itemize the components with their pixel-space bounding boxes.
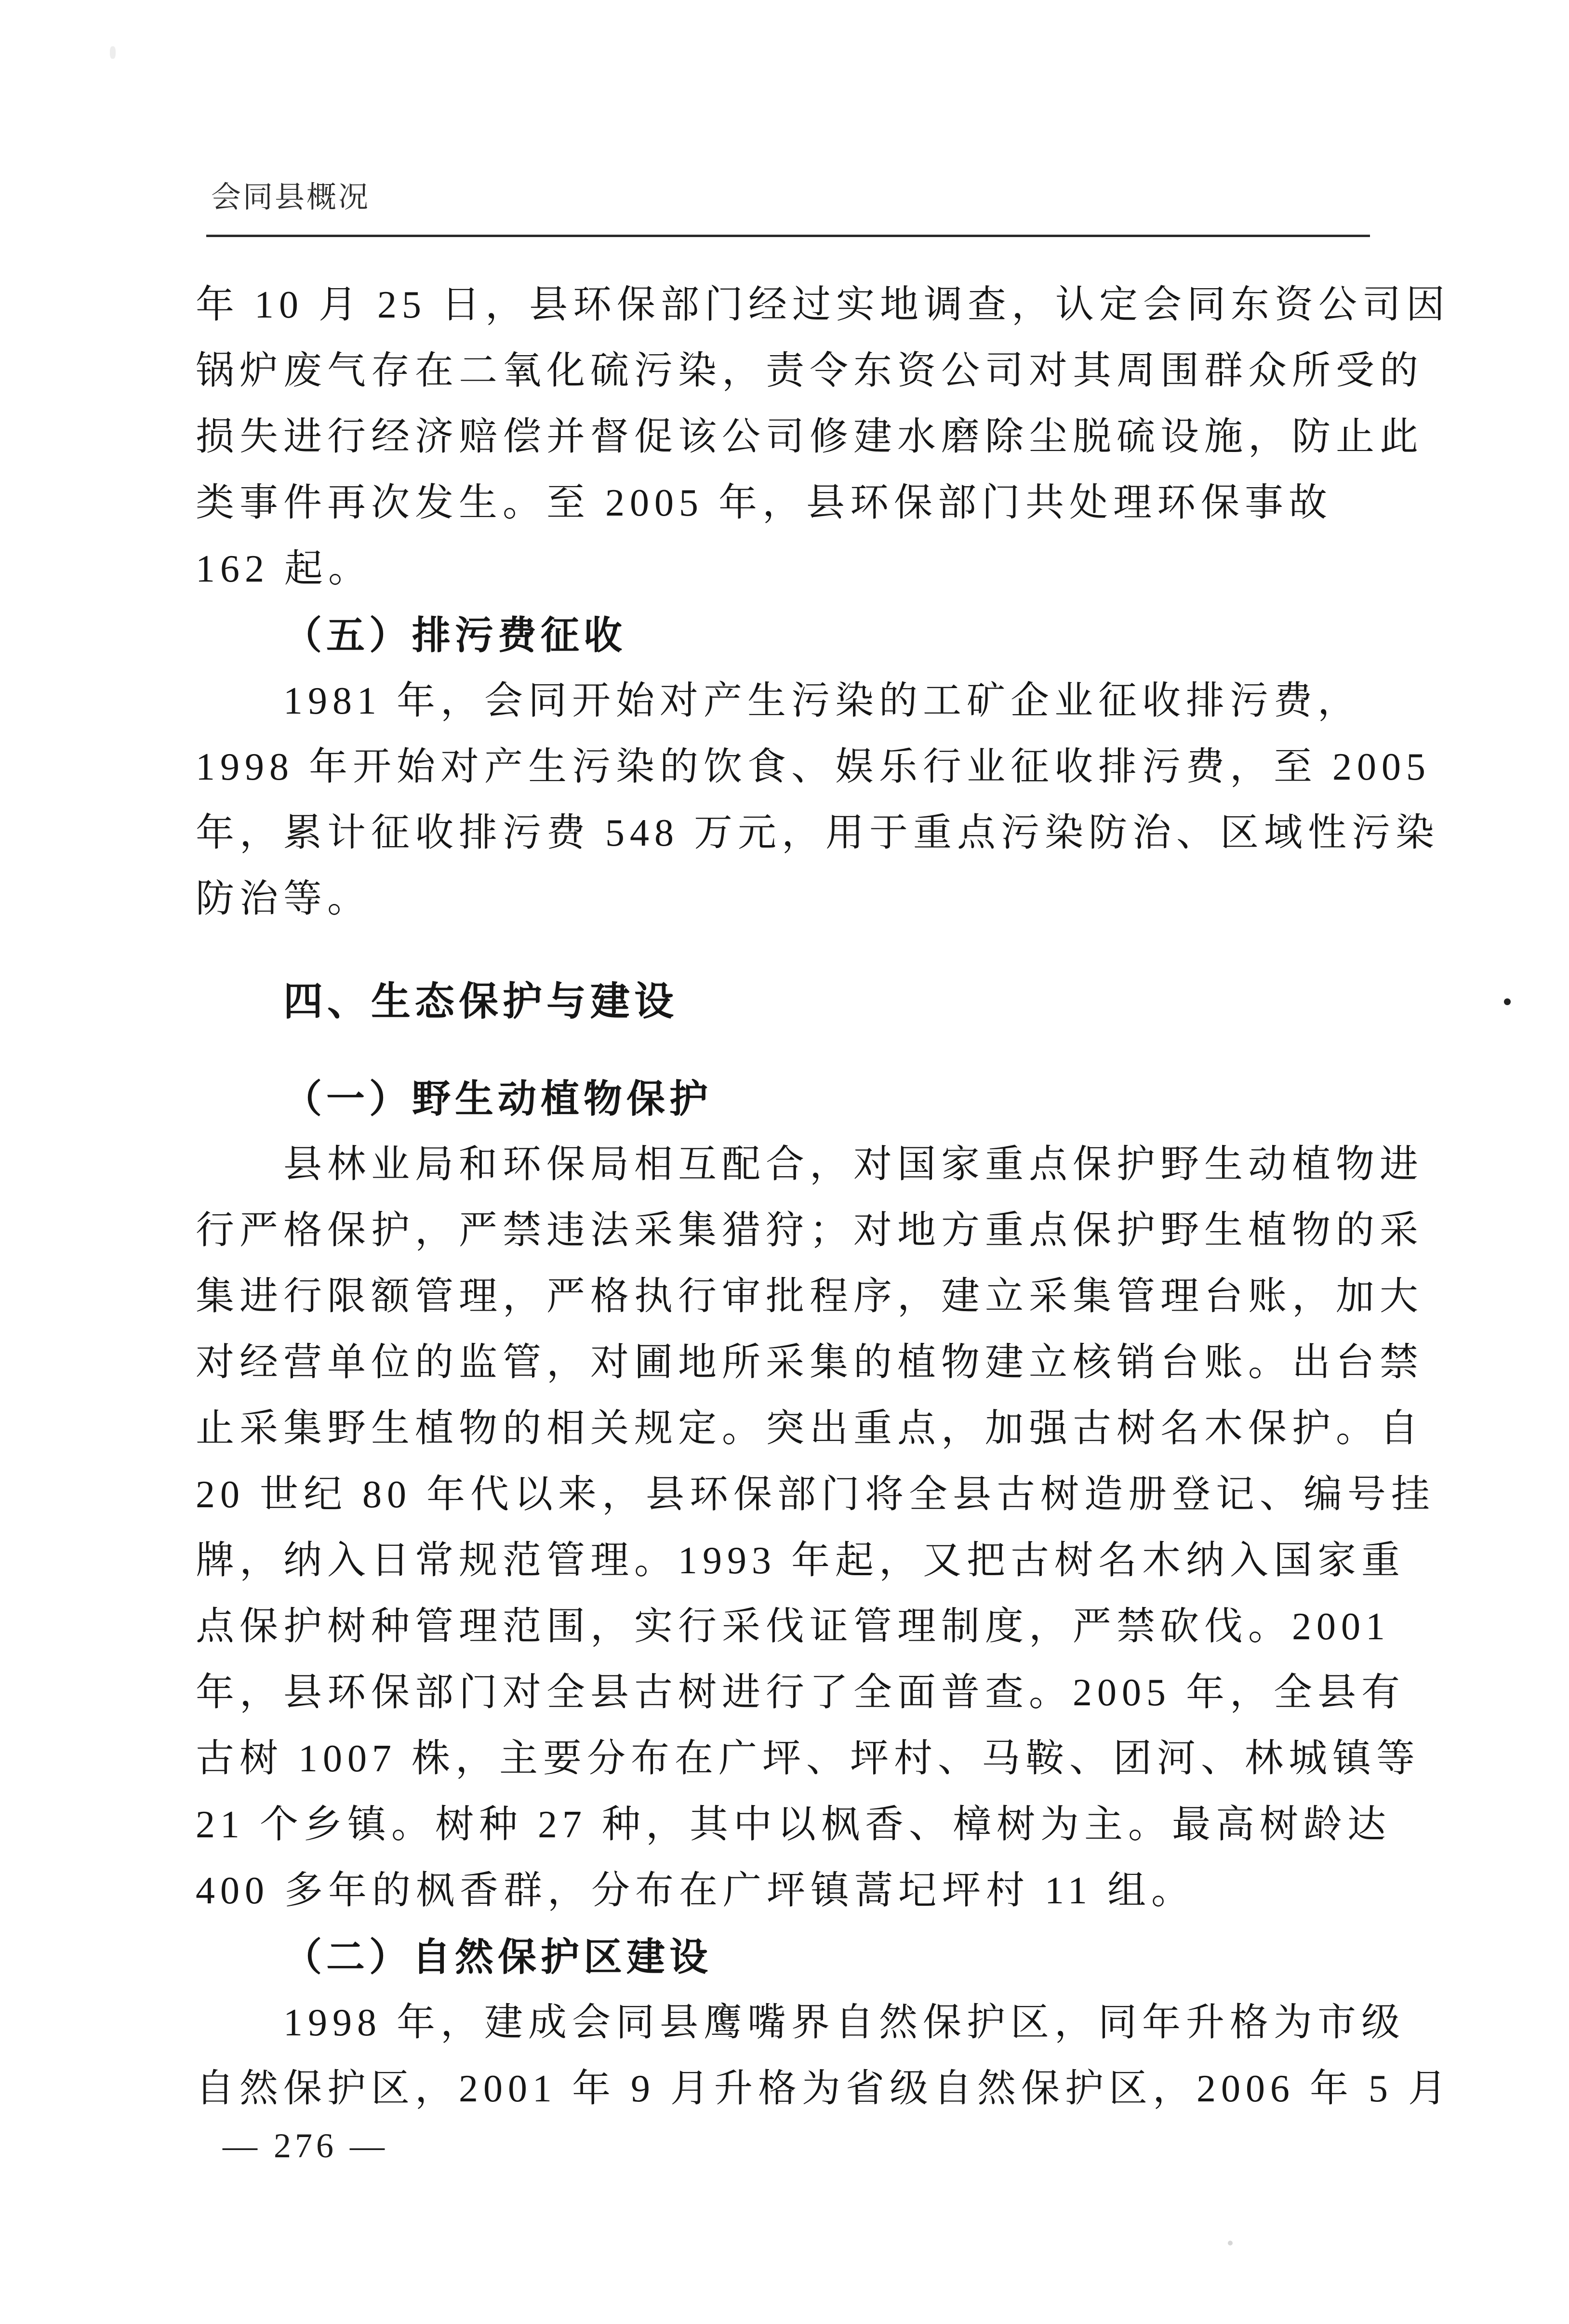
body-line: 自然保护区，2001 年 9 月升格为省级自然保护区，2006 年 5 月 bbox=[196, 2068, 1452, 2110]
body-line: 年，县环保部门对全县古树进行了全面普查。2005 年，全县有 bbox=[196, 1672, 1405, 1714]
body-line: 损失进行经济赔偿并督促该公司修建水磨除尘脱硫设施，防止此 bbox=[196, 416, 1423, 458]
body-line: 400 多年的枫香群，分布在广坪镇蒿圮坪村 11 组。 bbox=[196, 1870, 1196, 1912]
running-header-title: 会同县概况 bbox=[211, 181, 371, 214]
body-line: 年，累计征收排污费 548 万元，用于重点污染防治、区域性污染 bbox=[196, 812, 1439, 854]
section-heading-4: 四、生态保护与建设 bbox=[283, 980, 678, 1023]
subsection-heading-wildlife: （一）野生动植物保护 bbox=[283, 1077, 712, 1120]
body-line: 防治等。 bbox=[196, 878, 371, 920]
scan-speck bbox=[110, 46, 116, 59]
page-body bbox=[196, 272, 1452, 2122]
body-line: 集进行限额管理，严格执行审批程序，建立采集管理台账，加大 bbox=[196, 1275, 1423, 1318]
scan-speck bbox=[1504, 998, 1511, 1005]
body-line: 行严格保护，严禁违法采集猎狩；对地方重点保护野生植物的采 bbox=[196, 1209, 1423, 1252]
scan-speck bbox=[1228, 2241, 1233, 2245]
subsection-heading-reserve: （二）自然保护区建设 bbox=[283, 1936, 712, 1979]
body-line: 牌，纳入日常规范管理。1993 年起，又把古树名木纳入国家重 bbox=[196, 1540, 1405, 1582]
page-number: — 276 — bbox=[223, 2126, 388, 2165]
body-line: 1981 年，会同开始对产生污染的工矿企业征收排污费， bbox=[283, 680, 1361, 722]
body-line: 类事件再次发生。至 2005 年，县环保部门共处理环保事故 bbox=[196, 482, 1332, 524]
body-line: 20 世纪 80 年代以来，县环保部门将全县古树造册登记、编号挂 bbox=[196, 1474, 1435, 1516]
body-line: 点保护树种管理范围，实行采伐证管理制度，严禁砍伐。2001 bbox=[196, 1606, 1390, 1648]
subsection-heading-5: （五）排污费征收 bbox=[283, 614, 626, 657]
body-line: 古树 1007 株，主要分布在广坪、坪村、马鞍、团河、林城镇等 bbox=[196, 1738, 1420, 1780]
header-rule bbox=[206, 235, 1370, 237]
body-line: 止采集野生植物的相关规定。突出重点，加强古树名木保护。自 bbox=[196, 1408, 1423, 1450]
body-line: 162 起。 bbox=[196, 548, 372, 590]
body-line: 锅炉废气存在二氧化硫污染，责令东资公司对其周围群众所受的 bbox=[196, 350, 1423, 392]
body-line: 年 10 月 25 日，县环保部门经过实地调查，认定会同东资公司因 bbox=[196, 284, 1450, 326]
body-line: 1998 年，建成会同县鹰嘴界自然保护区，同年升格为市级 bbox=[283, 2002, 1405, 2044]
body-line: 对经营单位的监管，对圃地所采集的植物建立核销台账。出台禁 bbox=[196, 1341, 1423, 1384]
body-line: 21 个乡镇。树种 27 种，其中以枫香、樟树为主。最高树龄达 bbox=[196, 1804, 1391, 1846]
body-line: 县林业局和环保局相互配合，对国家重点保护野生动植物进 bbox=[283, 1143, 1423, 1186]
body-line: 1998 年开始对产生污染的饮食、娱乐行业征收排污费，至 2005 bbox=[196, 746, 1431, 788]
